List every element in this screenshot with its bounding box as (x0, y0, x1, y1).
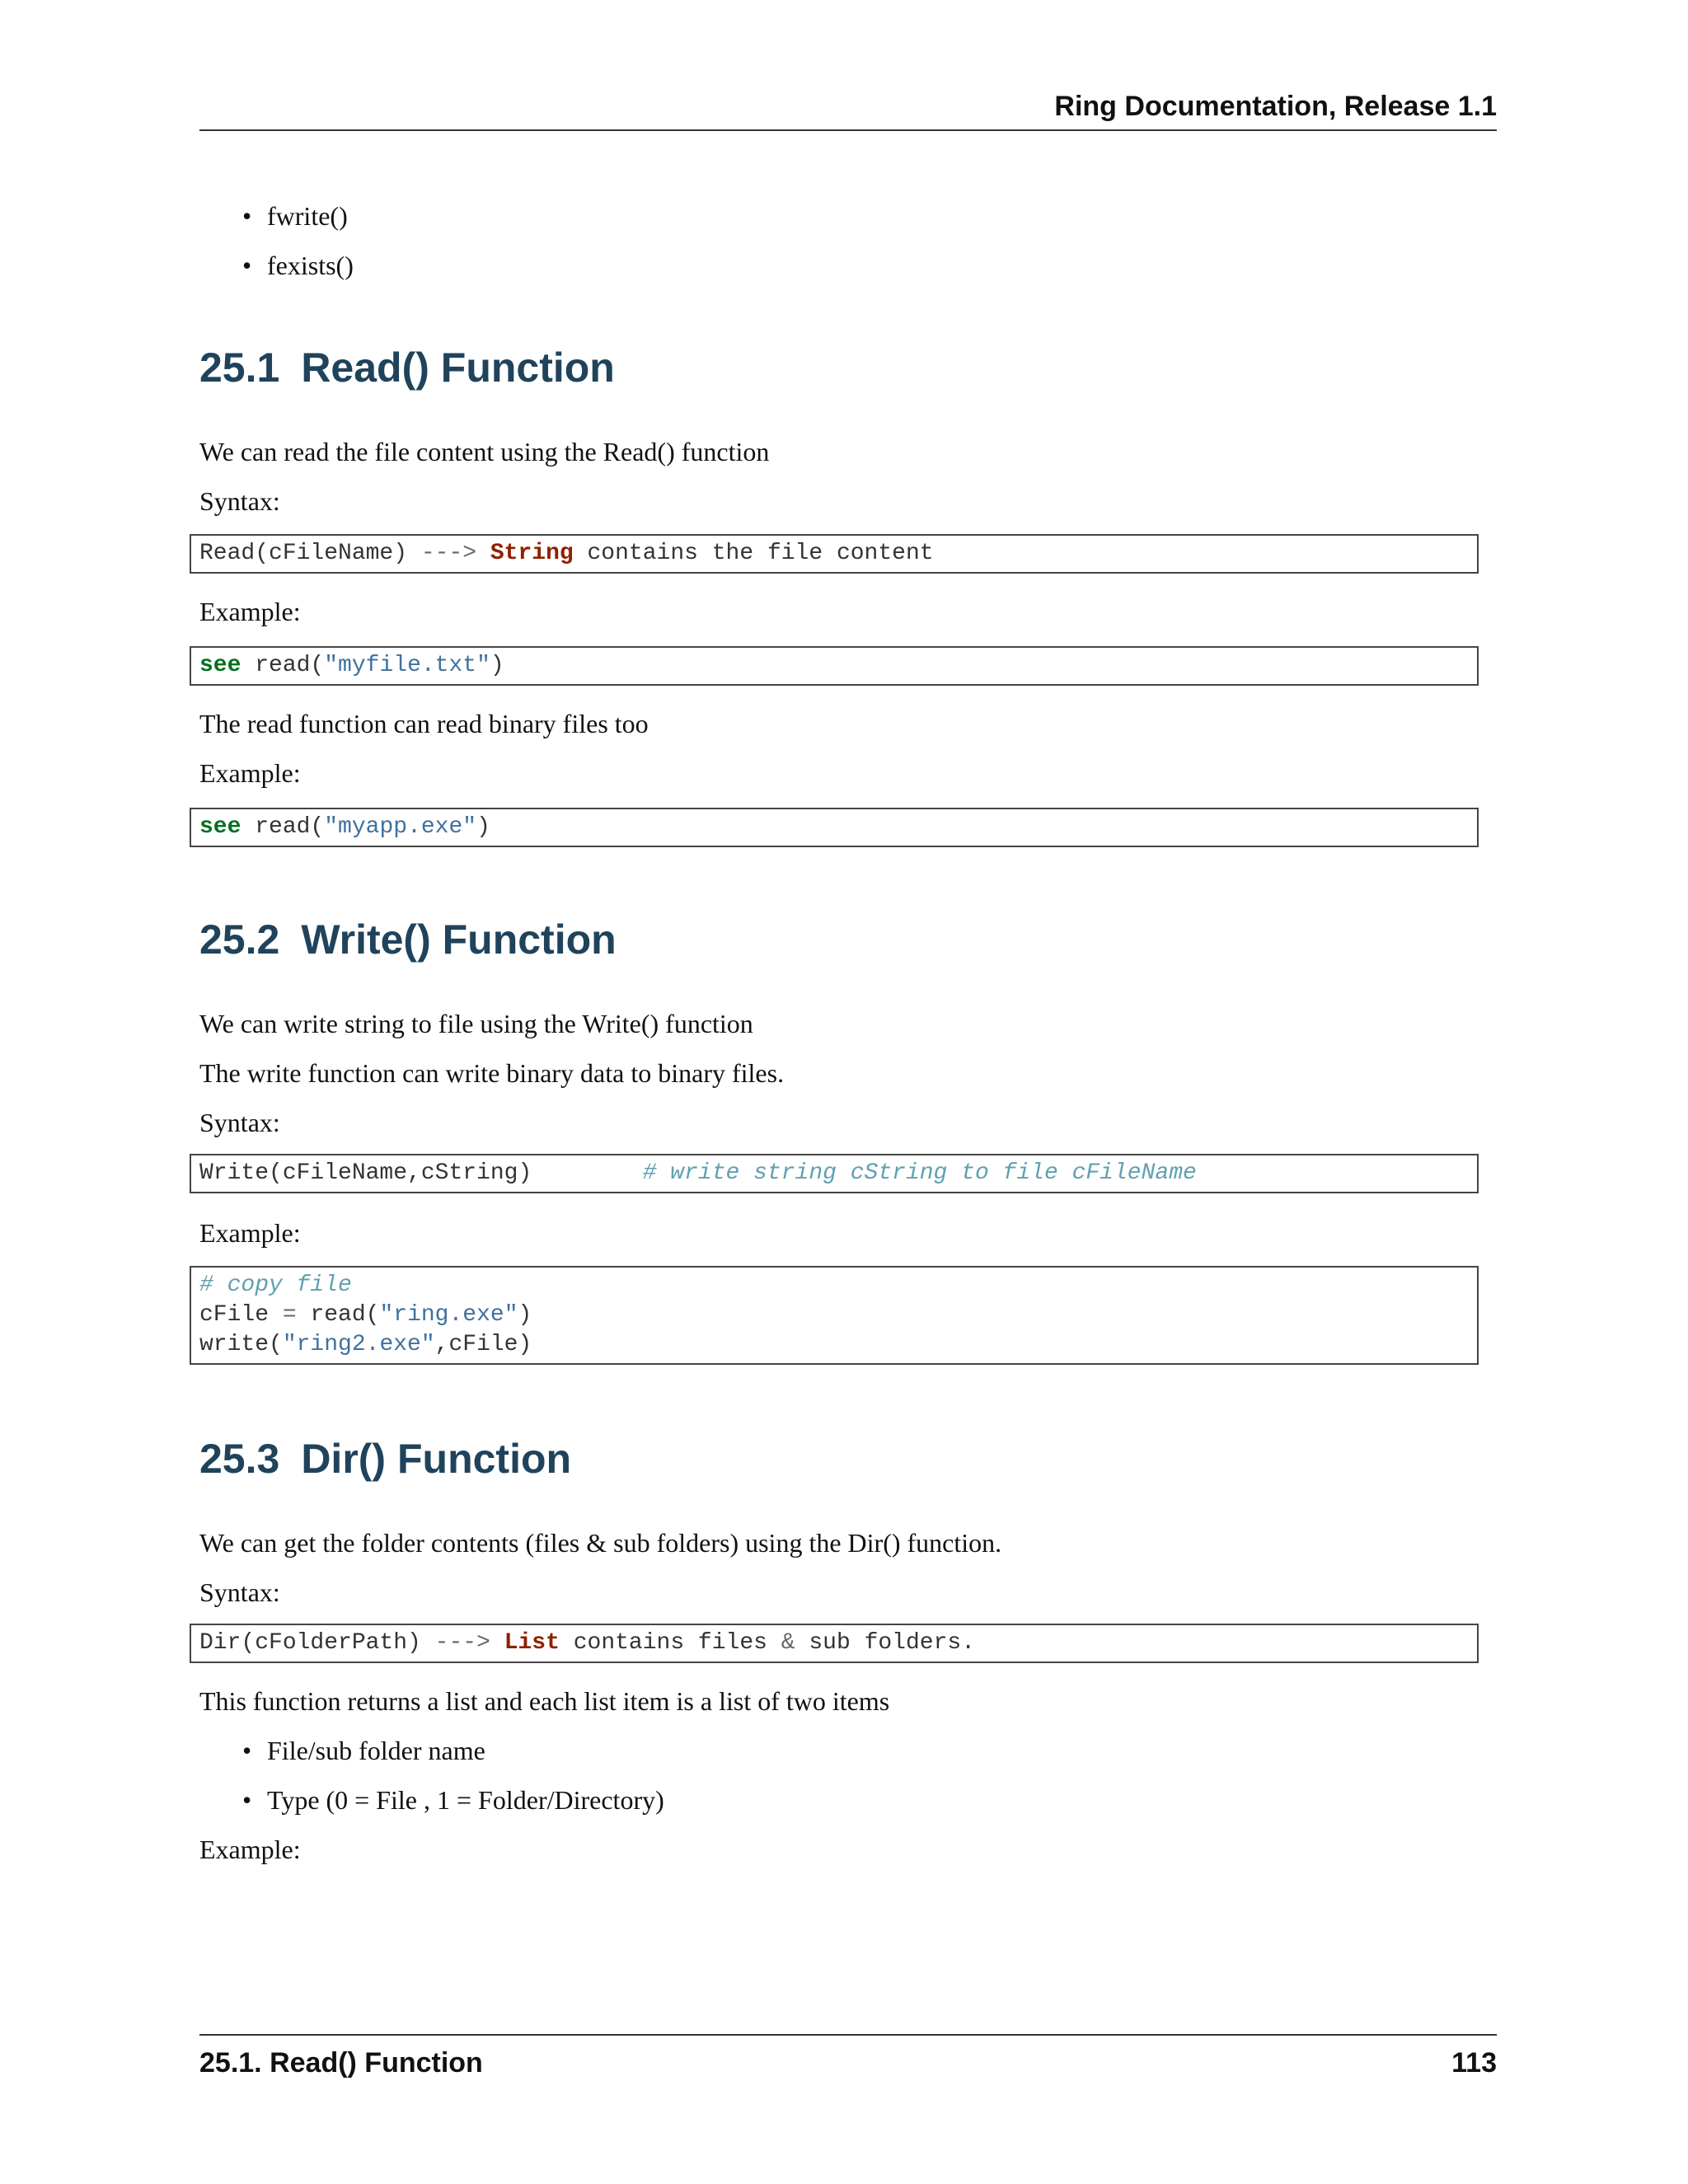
code-block-read-example: see read("myfile.txt") (190, 646, 1479, 686)
page-number: 113 (1451, 2047, 1497, 2079)
footer-section-title: 25.1. Read() Function (199, 2047, 483, 2079)
section-heading-read: 25.1 Read() Function (199, 344, 615, 391)
example-label: Example: (199, 1218, 301, 1248)
example-label: Example: (199, 1835, 301, 1864)
list-item: • Type (0 = File , 1 = Folder/Directory) (242, 1785, 664, 1815)
syntax-label: Syntax: (199, 1108, 280, 1137)
list-item: • File/sub folder name (242, 1736, 485, 1765)
list-item: • fexists() (242, 251, 354, 280)
document-page (199, 0, 1497, 2184)
paragraph: This function returns a list and each list item is a list of two items (199, 1686, 890, 1716)
code-block-read-syntax: Read(cFileName) ---> String contains the file content (190, 534, 1479, 574)
code-block-write-syntax: Write(cFileName,cString) # write string cString to file cFileName (190, 1154, 1479, 1193)
paragraph: We can write string to file using the Write() function (199, 1009, 753, 1038)
paragraph: The read function can read binary files too (199, 709, 649, 738)
code-block-dir-syntax: Dir(cFolderPath) ---> List contains files & sub folders. (190, 1624, 1479, 1663)
page-header (199, 91, 1497, 131)
example-label: Example: (199, 597, 301, 626)
code-block-write-example: # copy file cFile = read("ring.exe") write("ring2.exe",cFile) (190, 1266, 1479, 1365)
list-item: • fwrite() (242, 201, 348, 231)
syntax-label: Syntax: (199, 1577, 280, 1607)
section-heading-dir: 25.3 Dir() Function (199, 1436, 572, 1482)
paragraph: We can get the folder contents (files & sub folders) using the Dir() function. (199, 1528, 1002, 1558)
header-title: Ring Documentation, Release 1.1 (1054, 91, 1497, 122)
syntax-label: Syntax: (199, 486, 280, 516)
paragraph: We can read the file content using the Read() function (199, 437, 770, 466)
code-block-read-binary-example: see read("myapp.exe") (190, 808, 1479, 847)
page-footer (199, 2034, 1497, 2079)
section-heading-write: 25.2 Write() Function (199, 916, 617, 963)
paragraph: The write function can write binary data to binary files. (199, 1058, 785, 1088)
example-label: Example: (199, 758, 301, 788)
